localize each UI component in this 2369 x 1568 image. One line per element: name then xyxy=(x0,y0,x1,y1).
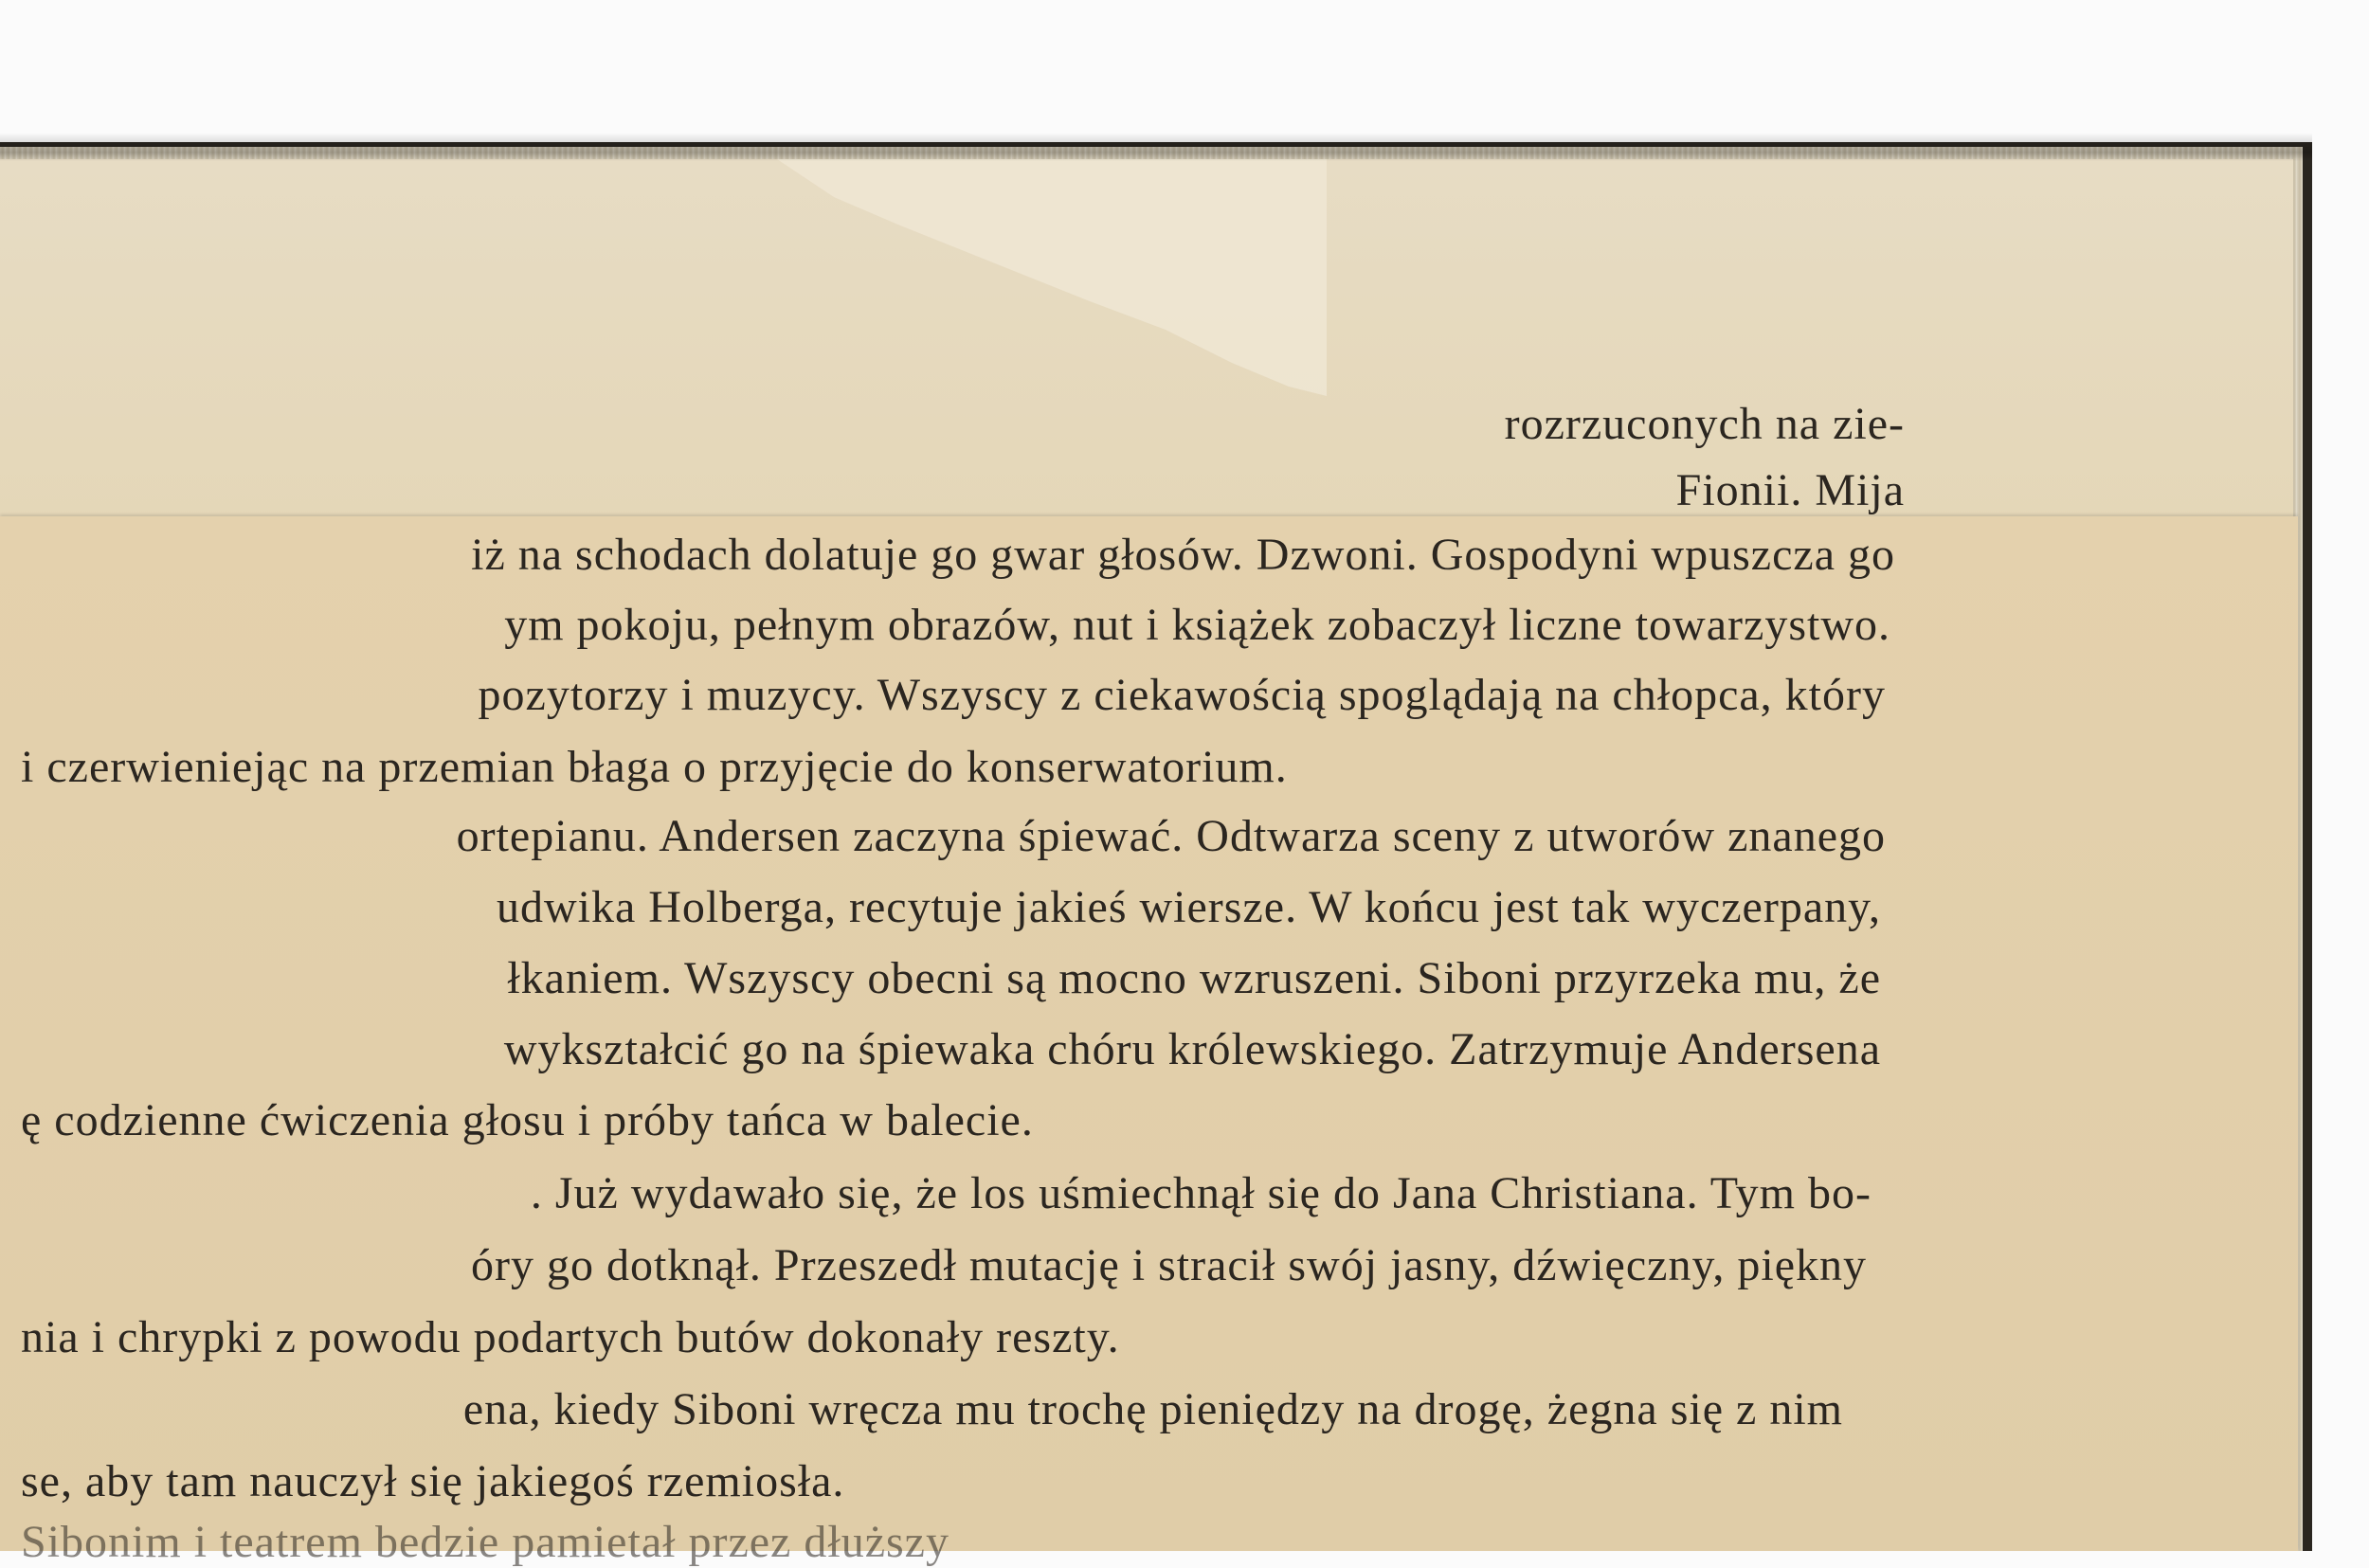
text-line: nia i chrypki z powodu podartych butów dokonały reszty. xyxy=(21,1312,1120,1362)
text-line: . Już wydawało się, że los uśmiechnął się do Jana Christiana. Tym bo- xyxy=(530,1168,1872,1218)
text-line: łkaniem. Wszyscy obecni są mocno wzruszeni. Siboni przyrzeka mu, że xyxy=(507,953,1881,1003)
text-line: ena, kiedy Siboni wręcza mu trochę pieniędzy na drogę, żegna się z nim xyxy=(462,1384,1843,1434)
text-line: óry go dotknął. Przeszedł mutację i stracił swój jasny, dźwięczny, piękny xyxy=(470,1240,1867,1290)
text-line: Fionii. Mija xyxy=(1675,465,1905,515)
text-line: ę codzienne ćwiczenia głosu i próby tańca w balecie. xyxy=(21,1095,1034,1145)
text-line: udwika Holberga, recytuje jakieś wiersze. W końcu jest tak wyczerpany, xyxy=(496,882,1881,932)
text-line: i czerwieniejąc na przemian błaga o przyjęcie do konserwatorium. xyxy=(21,742,1288,792)
text-line: se, aby tam nauczył się jakiegoś rzemiosła. xyxy=(21,1456,845,1506)
text-line: wykształcić go na śpiewaka chóru królewskiego. Zatrzymuje Andersena xyxy=(503,1024,1881,1074)
text-line: ym pokoju, pełnym obrazów, nut i książek zobaczył liczne towarzystwo. xyxy=(504,600,1890,650)
text-line: pozytorzy i muzycy. Wszyscy z ciekawością spoglądają na chłopca, który xyxy=(478,670,1886,720)
text-line: ortepianu. Andersen zaczyna śpiewać. Odtwarza sceny z utworów znanego xyxy=(456,811,1886,861)
text-line: iż na schodach dolatuje go gwar głosów. Dzwoni. Gospodyni wpuszcza go xyxy=(471,530,1895,580)
text-line: rozrzuconych na zie- xyxy=(1504,399,1905,449)
text-line: Sibonim i teatrem bedzie pamietał przez dłuższy xyxy=(21,1517,949,1567)
